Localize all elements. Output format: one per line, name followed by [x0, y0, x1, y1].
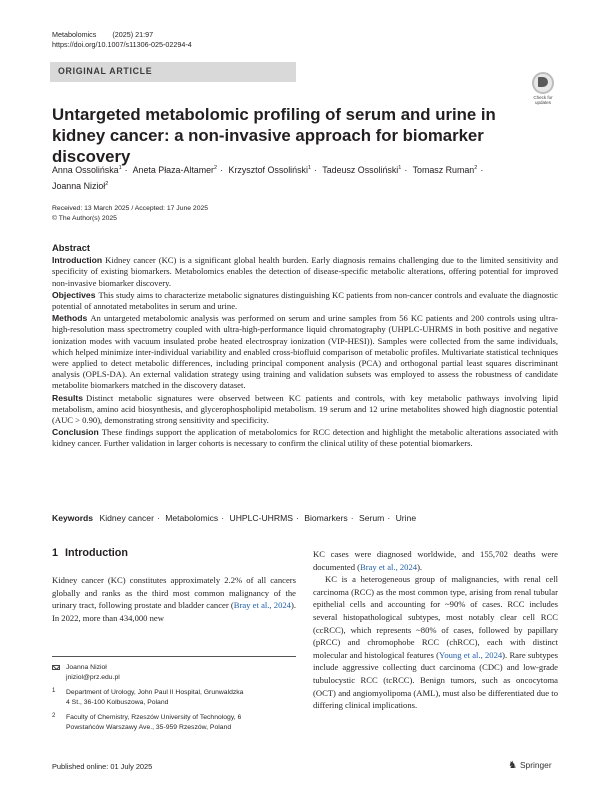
article-dates — [52, 204, 208, 223]
keyword[interactable]: Biomarkers — [304, 513, 348, 523]
keyword[interactable]: UHPLC-UHRMS — [229, 513, 293, 523]
journal-header — [52, 30, 192, 50]
journal-name: Metabolomics — [52, 30, 97, 39]
paragraph: KC is a heterogeneous group of malignancies, with renal cell carcinoma (RCC) as the most common type, arising from renal tubular epithelial cells and accounting for ~90% of cases. RCC includes several histopathological subtypes, most notably clear cell RCC (ccRCC), which represents ~80% of cases, followed by papillary (pRCC) and chromophobe RCC (chRCC), each with distinct molecular and histological features (Young et al., 2024). Rare subtypes include aggressive collecting duct carcinoma (CDC) and low-grade tubulocystic RCC (tcRCC). Benign tumors, such as oncocytoma (OCT) and angiomyolipoma (AML), must also be differentiated due to differing clinical implications. — [313, 574, 558, 711]
author[interactable]: Joanna Nizioł$^2$ — [52, 180, 109, 191]
author[interactable]: Tomasz Ruman$^2$ — [412, 164, 478, 175]
citation-link[interactable]: Young et al., 2024 — [438, 649, 503, 660]
author-list: Anna Ossolińska$^1$ · Aneta Płaza-Altamer$^2$ · Krzysztof Ossoliński$^1$ · Tadeusz Ossoliński$^1$ · Tomasz Ruman$^2$ · Joanna Nizioł$^2$ — [52, 164, 484, 191]
corresponding-email[interactable]: jniziol@prz.edu.pl — [66, 673, 120, 681]
author[interactable]: Tadeusz Ossoliński$^1$ — [322, 164, 402, 175]
volume-line: (2025) 21:97 — [112, 30, 154, 39]
article-title: Untargeted metabolomic profiling of serum and urine in kidney cancer: a non-invasive approach for biomarker discovery — [52, 105, 496, 166]
paragraph: KC cases were diagnosed worldwide, and 155,702 deaths were documented (Bray et al., 2024). — [313, 549, 558, 572]
published-date: Published online: 01 July 2025 — [52, 762, 153, 771]
author[interactable]: Krzysztof Ossoliński$^1$ — [228, 164, 311, 175]
abstract — [52, 242, 558, 451]
check-for-updates-button[interactable] — [528, 72, 558, 104]
affiliation: 1 Department of Urology, John Paul II Hospital, Grunwaldzka 4 St., 36-100 Kolbuszowa, Poland — [52, 688, 244, 706]
keyword[interactable]: Kidney cancer — [99, 513, 154, 523]
footnotes — [52, 656, 296, 733]
keywords-label: Keywords — [52, 513, 94, 523]
publisher-logo: ♞ Springer — [508, 760, 552, 771]
corresponding-author — [52, 663, 296, 682]
citation-link[interactable]: Bray et al., 2024 — [360, 561, 418, 572]
abstract-introduction: Introduction Kidney cancer (KC) is a significant global health burden. Early diagnosis remains challenging due to the limited sensitivity and specificity of existing biomarkers. Metabolomics enables the detection of disease-specific metabolic alterations, offering potential for improved non-invasive biomarker discovery. — [52, 255, 558, 288]
check-for-updates-icon — [532, 72, 554, 94]
body-text-left: Kidney cancer (KC) constitutes approximately 2.2% of all cancers globally and ranks as the third most common malignancy of the urinary tract, following prostate and bladder cancer (Bray et al., 2024). In 2022, more than 434,000 new — [52, 575, 296, 623]
keyword[interactable]: Serum — [359, 513, 385, 523]
copyright: © The Author(s) 2025 — [52, 214, 117, 222]
springer-horse-icon: ♞ — [508, 760, 517, 771]
affiliation: 2 Faculty of Chemistry, Rzeszów University of Technology, 6 Powstańców Warszawy Ave., 35-959 Rzeszów, Poland — [52, 713, 242, 731]
keywords: Keywords Kidney cancer · Metabolomics · UHPLC-UHRMS · Biomarkers · Serum · Urine — [52, 513, 417, 523]
section-heading-introduction — [52, 547, 128, 559]
section-number: 1 — [52, 547, 59, 559]
article-type-band — [50, 62, 296, 82]
doi-link[interactable]: https://doi.org/10.1007/s11306-025-02294-4 — [52, 40, 192, 49]
footnote-rule — [52, 656, 296, 657]
keyword[interactable]: Metabolomics — [165, 513, 219, 523]
abstract-heading: Abstract — [52, 242, 91, 253]
received-accepted: Received: 13 March 2025 / Accepted: 17 June 2025 — [52, 205, 209, 212]
abstract-objectives: Objectives This study aims to characterize metabolic signatures distinguishing KC patients from non-cancer controls and evaluate the diagnostic potential of annotated metabolites in serum and urine. — [52, 289, 558, 312]
body-text-right — [313, 548, 558, 712]
envelope-icon — [52, 665, 60, 670]
corresponding-name: Joanna Nizioł — [66, 664, 107, 671]
article-type-label: ORIGINAL ARTICLE — [58, 66, 153, 76]
abstract-results: Results Distinct metabolic signatures were observed between KC patients and controls, with key metabolic pathways involving lipid metabolism, amino acid biosynthesis, and glycerophospholipid metabolism. 19 serum and 12 urine metabolites showed high diagnostic potential (AUC > 0.90), demonstrating strong sensitivity and specificity. — [52, 392, 558, 426]
check-for-updates-label: Check for updates — [533, 95, 553, 105]
abstract-conclusion: Conclusion These findings support the application of metabolomics for RCC detection and highlight the metabolic alterations associated with kidney cancer. Further validation in larger cohorts is necessary to confirm the clinical utility of these potential biomarkers. — [52, 427, 558, 449]
keyword[interactable]: Urine — [395, 513, 417, 523]
section-title: Introduction — [65, 547, 128, 559]
author[interactable]: Anna Ossolińska$^1$ — [52, 164, 122, 175]
citation-link[interactable]: Bray et al., 2024 — [233, 600, 291, 611]
author[interactable]: Aneta Płaza-Altamer$^2$ — [132, 164, 218, 175]
abstract-methods: Methods An untargeted metabolomic analysis was performed on serum and urine samples from 56 KC patients and 200 controls using ultra-high-resolution mass spectrometry coupled with ultra-high-performance liquid chromatography (UHPLC-UHRMS in both positive and negative ionization modes with vacuum insulated probe heated electrospray ionization (VIP-HESI)). Samples were collected from the same individuals, which helped minimize inter-individual variability and enabled cross-biofluid comparison of metabolic profiles. Multivariate statistical techniques were applied to detect metabolic differences, including principal component analysis (PCA) and orthogonal partial least squares discriminant analysis (OPLS-DA). An external validation strategy using training and validation subsets was employed to assess the robustness of candidate metabolite biomarkers matched in the discovery dataset. — [52, 313, 558, 391]
